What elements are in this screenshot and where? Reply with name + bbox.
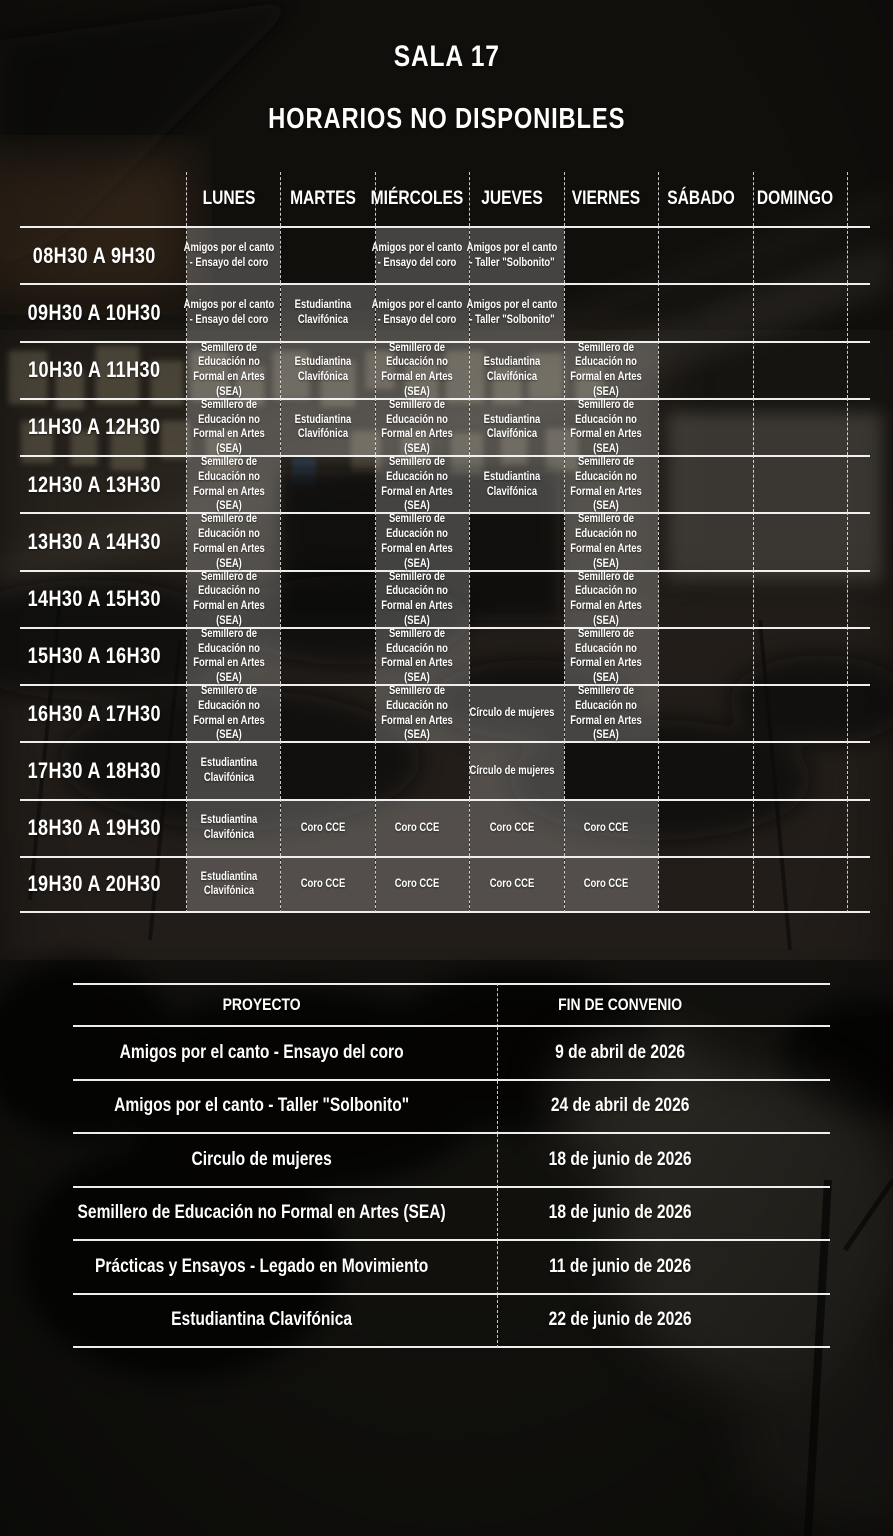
- schedule-cell-martes: [280, 684, 374, 741]
- schedule-grid-stub: [847, 455, 870, 512]
- agreement-end-date: [497, 1241, 830, 1295]
- schedule-corner: [20, 172, 186, 226]
- schedule-cell-lunes-text: Estudiantina Clavifónica: [200, 870, 257, 898]
- agreement-end-date: [497, 1081, 830, 1135]
- schedule-time-label-text: 18H30 A 19H30: [27, 815, 161, 841]
- schedule-time-label: [20, 741, 186, 798]
- schedule-cell-viernes-text: Semillero de Educación no Formal en Artes (SEA): [570, 513, 642, 570]
- schedule-cell-sabado: [658, 398, 752, 455]
- schedule-cell-martes: [280, 856, 374, 913]
- schedule-cell-viernes: [564, 455, 658, 512]
- schedule-time-label: [20, 799, 186, 856]
- schedule-cell-miercoles-text: Amigos por el canto - Ensayo del coro: [372, 299, 463, 326]
- schedule-cell-miercoles: [375, 512, 469, 569]
- schedule-cell-jueves-text: Círculo de mujeres: [469, 764, 555, 777]
- schedule-cell-lunes: [186, 741, 280, 798]
- schedule-cell-miercoles-text: Semillero de Educación no Formal en Artes (SEA): [381, 685, 454, 742]
- schedule-cell-martes: [280, 398, 374, 455]
- schedule-cell-viernes-text: Coro CCE: [583, 878, 629, 891]
- schedule-cell-lunes: [183, 283, 280, 340]
- schedule-cell-sabado: [658, 226, 752, 283]
- schedule-grid-stub: [847, 512, 870, 569]
- schedule-cell-miercoles: [375, 570, 469, 627]
- schedule-cell-miercoles: [375, 398, 469, 455]
- schedule-subtitle-text: HORARIOS NO DISPONIBLES: [267, 103, 626, 135]
- schedule-cell-viernes: [564, 570, 658, 627]
- schedule-time-label-text: 11H30 A 12H30: [27, 414, 161, 440]
- schedule-time-label-text: 14H30 A 15H30: [27, 586, 161, 612]
- schedule-cell-jueves: [469, 741, 563, 798]
- agreement-project: [73, 1081, 497, 1135]
- schedule-cell-jueves: [469, 856, 563, 913]
- schedule-cell-miercoles-text: Amigos por el canto - Ensayo del coro: [372, 241, 463, 269]
- schedule-time-label-text: 12H30 A 13H30: [27, 471, 161, 497]
- schedule-grid-stub: [847, 283, 870, 340]
- schedule-time-label-text: 10H30 A 11H30: [27, 357, 161, 383]
- schedule-cell-miercoles-text: Semillero de Educación no Formal en Artes (SEA): [381, 398, 454, 456]
- schedule-cell-viernes: [564, 226, 658, 283]
- agreement-project-text: Circulo de mujeres: [191, 1148, 332, 1170]
- schedule-cell-miercoles: [375, 856, 469, 913]
- schedule-cell-domingo: [753, 741, 847, 798]
- schedule-cell-sabado: [658, 455, 752, 512]
- schedule-cell-lunes: [186, 684, 280, 741]
- schedule-grid-stub: [847, 341, 870, 398]
- schedule-cell-sabado: [658, 283, 752, 340]
- schedule-cell-viernes: [564, 799, 658, 856]
- agreement-end-date: [497, 1027, 830, 1081]
- schedule-cell-viernes: [564, 512, 658, 569]
- schedule-cell-miercoles: [375, 627, 469, 684]
- day-header-domingo-text: DOMINGO: [757, 188, 834, 209]
- schedule-cell-sabado: [658, 799, 752, 856]
- schedule-cell-jueves-text: Estudiantina Clavifónica: [483, 470, 541, 498]
- schedule-grid-stub: [847, 570, 870, 627]
- day-header-viernes-text: VIERNES: [572, 188, 641, 209]
- schedule-cell-viernes: [564, 856, 658, 913]
- schedule-cell-miercoles-text: Semillero de Educación no Formal en Artes (SEA): [381, 627, 454, 685]
- schedule-cell-jueves: [469, 799, 563, 856]
- schedule-cell-viernes-text: Coro CCE: [583, 821, 629, 834]
- agreement-end-date-text: 9 de abril de 2026: [554, 1041, 685, 1063]
- schedule-cell-miercoles-text: Coro CCE: [395, 821, 440, 834]
- agreement-end-date-text: 24 de abril de 2026: [550, 1095, 690, 1117]
- schedule-table: [20, 172, 870, 913]
- schedule-cell-miercoles: [375, 455, 469, 512]
- agreement-end-date: [497, 1188, 830, 1242]
- schedule-cell-miercoles-text: Semillero de Educación no Formal en Artes (SEA): [381, 570, 454, 627]
- schedule-cell-viernes-text: Semillero de Educación no Formal en Artes (SEA): [570, 570, 642, 627]
- schedule-cell-miercoles: [375, 341, 469, 398]
- agreement-end-date-text: 18 de junio de 2026: [548, 1148, 692, 1170]
- agreement-project: [73, 1241, 497, 1295]
- agreements-header-project-text: PROYECTO: [222, 995, 301, 1014]
- schedule-cell-martes: [280, 627, 374, 684]
- schedule-cell-viernes-text: Semillero de Educación no Formal en Artes (SEA): [570, 398, 642, 456]
- schedule-cell-viernes-text: Semillero de Educación no Formal en Artes (SEA): [570, 685, 642, 742]
- schedule-cell-martes: [280, 512, 374, 569]
- schedule-cell-martes: [280, 226, 374, 283]
- room-title-text: SALA 17: [393, 40, 500, 73]
- schedule-cell-lunes: [186, 398, 280, 455]
- agreements-header-end-date-text: FIN DE CONVENIO: [557, 995, 682, 1014]
- schedule-time-label-text: 19H30 A 20H30: [27, 871, 161, 897]
- agreement-end-date: [497, 1295, 830, 1349]
- schedule-cell-sabado: [658, 856, 752, 913]
- schedule-cell-lunes: [186, 455, 280, 512]
- schedule-time-label: [20, 455, 186, 512]
- agreement-end-date-text: 11 de junio de 2026: [548, 1255, 691, 1277]
- agreement-project-text: Semillero de Educación no Formal en Artes (SEA): [77, 1202, 446, 1224]
- schedule-time-label: [20, 570, 186, 627]
- schedule-cell-sabado: [658, 684, 752, 741]
- schedule-cell-viernes: [564, 341, 658, 398]
- schedule-cell-jueves: [466, 226, 563, 283]
- schedule-cell-domingo: [753, 455, 847, 512]
- schedule-cell-domingo: [753, 627, 847, 684]
- schedule-grid-stub: [847, 172, 870, 226]
- schedule-cell-sabado: [658, 741, 752, 798]
- day-header-viernes: [564, 172, 658, 226]
- schedule-cell-jueves: [466, 283, 563, 340]
- schedule-time-label: [20, 684, 186, 741]
- schedule-cell-sabado: [658, 627, 752, 684]
- schedule-cell-lunes: [186, 627, 280, 684]
- agreement-project: [73, 1295, 497, 1349]
- schedule-cell-miercoles: [372, 283, 469, 340]
- schedule-cell-martes-text: Estudiantina Clavifónica: [294, 356, 352, 384]
- schedule-time-label: [20, 512, 186, 569]
- schedule-time-label-text: 17H30 A 18H30: [27, 757, 161, 783]
- schedule-cell-domingo: [753, 512, 847, 569]
- schedule-cell-jueves-text: Estudiantina Clavifónica: [483, 413, 541, 441]
- schedule-cell-viernes: [564, 283, 658, 340]
- schedule-cell-martes: [280, 455, 374, 512]
- schedule-cell-lunes-text: Semillero de Educación no Formal en Artes (SEA): [192, 398, 265, 456]
- schedule-cell-sabado: [658, 512, 752, 569]
- schedule-cell-lunes-text: Semillero de Educación no Formal en Artes (SEA): [192, 341, 265, 398]
- schedule-cell-viernes-text: Semillero de Educación no Formal en Artes (SEA): [570, 341, 642, 398]
- schedule-cell-domingo: [753, 226, 847, 283]
- schedule-cell-domingo: [753, 398, 847, 455]
- agreement-end-date: [497, 1134, 830, 1188]
- schedule-cell-martes: [280, 570, 374, 627]
- schedule-cell-domingo: [753, 799, 847, 856]
- schedule-cell-lunes: [186, 856, 280, 913]
- schedule-grid-stub: [847, 799, 870, 856]
- schedule-subtitle: [0, 103, 893, 136]
- schedule-cell-jueves: [469, 570, 563, 627]
- schedule-cell-viernes: [564, 627, 658, 684]
- schedule-cell-miercoles-text: Semillero de Educación no Formal en Artes (SEA): [381, 341, 454, 398]
- schedule-cell-jueves: [469, 455, 563, 512]
- schedule-cell-viernes-text: Semillero de Educación no Formal en Artes (SEA): [570, 456, 642, 513]
- schedule-time-label: [20, 341, 186, 398]
- agreement-project-text: Amigos por el canto - Taller "Solbonito": [114, 1095, 410, 1117]
- schedule-time-label: [20, 856, 186, 913]
- schedule-cell-miercoles-text: Semillero de Educación no Formal en Artes (SEA): [381, 456, 454, 513]
- agreements-table: [73, 983, 830, 1348]
- schedule-cell-jueves-text: Amigos por el canto - Taller "Solbonito": [466, 241, 558, 269]
- schedule-cell-lunes-text: Amigos por el canto - Ensayo del coro: [183, 241, 274, 269]
- schedule-time-label: [20, 398, 186, 455]
- schedule-cell-lunes: [186, 512, 280, 569]
- schedule-cell-martes-text: Coro CCE: [300, 821, 346, 834]
- schedule-cell-lunes-text: Amigos por el canto - Ensayo del coro: [183, 299, 274, 326]
- schedule-cell-lunes: [186, 799, 280, 856]
- schedule-cell-jueves: [469, 398, 563, 455]
- schedule-cell-lunes: [186, 341, 280, 398]
- schedule-time-label-text: 15H30 A 16H30: [27, 643, 161, 669]
- day-header-lunes: [186, 172, 280, 226]
- agreement-project: [73, 1027, 497, 1081]
- schedule-cell-miercoles: [375, 684, 469, 741]
- schedule-cell-domingo: [753, 341, 847, 398]
- schedule-cell-lunes-text: Semillero de Educación no Formal en Artes (SEA): [192, 456, 265, 513]
- schedule-cell-lunes-text: Estudiantina Clavifónica: [200, 757, 257, 784]
- schedule-cell-domingo: [753, 856, 847, 913]
- day-header-lunes-text: LUNES: [202, 188, 255, 209]
- schedule-cell-lunes: [183, 226, 280, 283]
- schedule-cell-jueves-text: Coro CCE: [489, 878, 535, 891]
- schedule-cell-miercoles: [372, 226, 469, 283]
- schedule-cell-jueves-text: Coro CCE: [489, 821, 535, 834]
- agreement-end-date-text: 18 de junio de 2026: [548, 1202, 692, 1224]
- schedule-cell-martes-text: Coro CCE: [300, 878, 346, 891]
- schedule-grid-stub: [847, 627, 870, 684]
- schedule-cell-jueves-text: Amigos por el canto - Taller "Solbonito": [466, 299, 558, 326]
- agreement-project: [73, 1134, 497, 1188]
- day-header-miercoles-text: MIÉRCOLES: [371, 188, 464, 209]
- schedule-grid-stub: [847, 741, 870, 798]
- schedule-grid-stub: [847, 226, 870, 283]
- day-header-martes-text: MARTES: [290, 188, 356, 209]
- schedule-grid-stub: [847, 398, 870, 455]
- day-header-sabado-text: SÁBADO: [666, 188, 735, 209]
- schedule-cell-lunes: [186, 570, 280, 627]
- schedule-time-label-text: 13H30 A 14H30: [27, 528, 161, 554]
- schedule-cell-jueves: [469, 341, 563, 398]
- schedule-cell-lunes-text: Semillero de Educación no Formal en Artes (SEA): [192, 685, 265, 742]
- room-title: [0, 40, 893, 74]
- schedule-grid-stub: [847, 856, 870, 913]
- schedule-cell-martes: [280, 283, 374, 340]
- schedule-cell-lunes-text: Semillero de Educación no Formal en Artes (SEA): [192, 627, 265, 685]
- day-header-domingo: [753, 172, 847, 226]
- schedule-cell-lunes-text: Semillero de Educación no Formal en Artes (SEA): [192, 513, 265, 570]
- schedule-cell-sabado: [658, 570, 752, 627]
- schedule-cell-martes: [280, 341, 374, 398]
- schedule-cell-miercoles-text: Semillero de Educación no Formal en Artes (SEA): [381, 513, 454, 570]
- schedule-cell-sabado: [658, 341, 752, 398]
- schedule-cell-martes: [280, 799, 374, 856]
- day-header-sabado: [658, 172, 752, 226]
- schedule-cell-viernes: [564, 741, 658, 798]
- schedule-cell-martes-text: Estudiantina Clavifónica: [294, 413, 352, 441]
- schedule-cell-jueves-text: Estudiantina Clavifónica: [483, 356, 541, 384]
- agreement-project-text: Prácticas y Ensayos - Legado en Movimiento: [95, 1255, 429, 1277]
- day-header-jueves: [469, 172, 563, 226]
- schedule-cell-miercoles: [375, 799, 469, 856]
- schedule-cell-domingo: [753, 684, 847, 741]
- schedule-cell-viernes: [564, 684, 658, 741]
- schedule-cell-lunes-text: Semillero de Educación no Formal en Artes (SEA): [192, 570, 265, 627]
- schedule-cell-jueves: [469, 684, 563, 741]
- schedule-cell-domingo: [753, 283, 847, 340]
- schedule-cell-lunes-text: Estudiantina Clavifónica: [200, 814, 257, 842]
- agreement-project: [73, 1188, 497, 1242]
- schedule-time-label-text: 09H30 A 10H30: [27, 299, 161, 325]
- schedule-time-label: [20, 627, 186, 684]
- schedule-time-label: [20, 283, 186, 340]
- schedule-cell-martes-text: Estudiantina Clavifónica: [294, 299, 352, 326]
- agreement-project-text: Estudiantina Clavifónica: [171, 1309, 353, 1331]
- schedule-time-label-text: 08H30 A 9H30: [32, 242, 156, 268]
- schedule-cell-jueves: [469, 512, 563, 569]
- schedule-time-label: [20, 226, 186, 283]
- schedule-grid-stub: [847, 684, 870, 741]
- schedule-cell-miercoles: [375, 741, 469, 798]
- schedule-cell-jueves-text: Círculo de mujeres: [469, 707, 555, 720]
- schedule-cell-viernes: [564, 398, 658, 455]
- schedule-cell-martes: [280, 741, 374, 798]
- schedule-cell-domingo: [753, 570, 847, 627]
- agreements-header-end-date: [497, 983, 830, 1027]
- schedule-cell-miercoles-text: Coro CCE: [395, 878, 440, 891]
- day-header-martes: [280, 172, 374, 226]
- schedule-cell-jueves: [469, 627, 563, 684]
- day-header-jueves-text: JUEVES: [481, 188, 543, 209]
- agreement-project-text: Amigos por el canto - Ensayo del coro: [119, 1041, 404, 1063]
- agreement-end-date-text: 22 de junio de 2026: [548, 1309, 692, 1331]
- schedule-cell-viernes-text: Semillero de Educación no Formal en Artes (SEA): [570, 627, 642, 685]
- schedule-time-label-text: 16H30 A 17H30: [27, 700, 161, 726]
- day-header-miercoles: [371, 172, 469, 226]
- agreements-header-project: [73, 983, 497, 1027]
